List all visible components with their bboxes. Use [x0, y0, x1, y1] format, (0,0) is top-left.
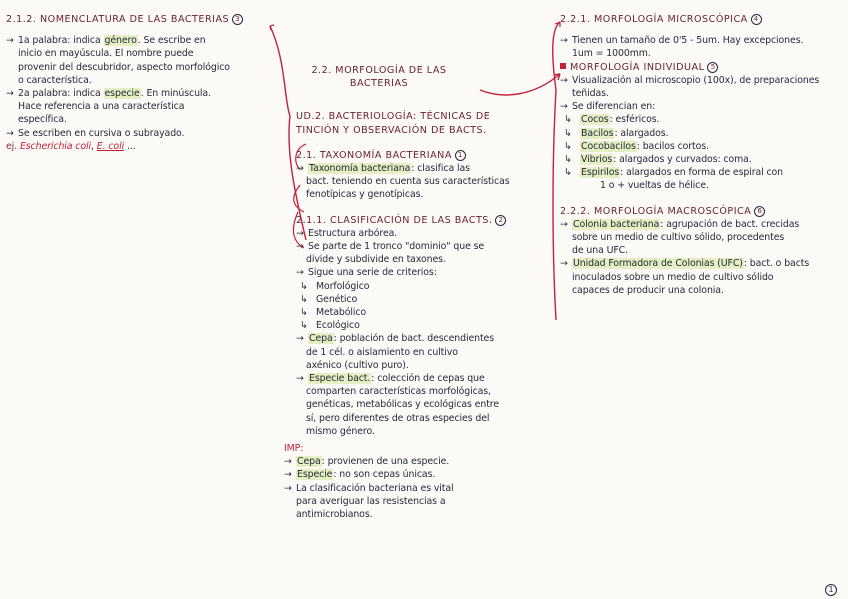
imp-item: → La clasificación bacteriana es vital [284, 482, 454, 494]
criterion-item: ↳ Morfológico [284, 280, 548, 293]
arrow-icon: → [284, 469, 292, 481]
imp-item: → Cepa: provienen de una especie. [284, 456, 450, 468]
arrow-icon: → [6, 127, 14, 139]
sub-arrow-icon: ↳ [564, 114, 572, 126]
criterion-item: ↳ Metabólico [284, 306, 548, 319]
sub-arrow-icon: ↳ [564, 154, 572, 166]
sub-arrow-icon: ↳ [564, 167, 572, 179]
section-number-badge: 4 [751, 14, 762, 25]
taxonomy-text: → Taxonomía bacteriana: clasifica las [296, 163, 470, 175]
left-column: 2.1.2. NOMENCLATURA DE LAS BACTERIAS 3 → 1a palabra: indica género. Se escribe en inicio en mayúscula. El nombre puede provenir del descubridor, aspecto morfológico o característica. → 2a palabra: indica especie. En minúscula. Hace referencia a una característica específica. → Se escriben en cursiva o subrayado. ej. Escherichia coli, E. coli ... [6, 13, 278, 153]
arrow-icon: → [296, 267, 304, 279]
sub-arrow-icon: ↳ [300, 307, 308, 319]
sub-arrow-icon: ↳ [300, 320, 308, 332]
cepa-definition: → Cepa: población de bact. descendientes [296, 333, 495, 345]
arrow-icon: → [296, 373, 304, 385]
nomenclature-p1: → 1a palabra: indica género. Se escribe en [6, 35, 206, 47]
arrow-icon: → [560, 218, 568, 230]
individual-title: MORFOLOGÍA INDIVIDUAL 5 [560, 61, 844, 74]
arrow-icon: → [560, 101, 568, 113]
imp-label: IMP: [284, 443, 304, 455]
unit-title: UD.2. BACTERIOLOGÍA: TÉCNICAS DE [296, 111, 491, 123]
example-line: ej. Escherichia coli, E. coli ... [6, 140, 136, 152]
right-brace [553, 22, 560, 320]
sub-arrow-icon: ↳ [300, 293, 308, 305]
right-column: 2.2.1. MORFOLOGÍA MICROSCÓPICA 4 → Tienen un tamaño de 0'5 - 5um. Hay excepciones. 1um = 1000mm. MORFOLOGÍA INDIVIDUAL 5 → Visualización al microscopio (100x), de preparaciones teñidas. → Se diferencian en: ↳ Cocos: esféricos. ↳ Bacilos: alargados. ↳ Cocobacilos: bacilos cortos. ↳ Vibrios: alargados y curvados: coma. ↳ Espirilos: alargados en forma de espiral con 1 o + vueltas de hélice. 2.2.2. MORFOLOGÍA MACROSCÓPICA 6 → Colonia bacteriana: agrupación de bact. crecidas sobre un medio de cultivo sólido, procedentes de una UFC. → Unidad Formadora de Colonias (UFC): bact. o bacts inoculados sobre un medio de cultivo sólido capaces de producir una colonia. [560, 13, 844, 297]
nomenclature-p2: → 2a palabra: indica especie. En minúscula. [6, 88, 211, 100]
colony-definition: → Colonia bacteriana: agrupación de bact. crecidas [560, 218, 800, 230]
ufc-definition: → Unidad Formadora de Colonias (UFC): bact. o bacts [560, 258, 810, 270]
taxonomy-title: 2.1. TAXONOMÍA BACTERIANA 1 [284, 149, 548, 162]
shape-item: ↳ Cocobacilos: bacilos cortos. [560, 140, 844, 153]
classification-title: 2.1.1. CLASIFICACIÓN DE LAS BACTS. 2 [284, 214, 548, 227]
shape-item: ↳ Cocos: esféricos. [560, 113, 844, 126]
arrow-icon: → [560, 74, 568, 86]
middle-column: 2.2. MORFOLOGÍA DE LAS BACTERIAS UD.2. BACTERIOLOGÍA: TÉCNICAS DE TINCIÓN Y OBSERVACIÓN DE BACTS. 2.1. TAXONOMÍA BACTERIANA 1 → Taxonomía bacteriana: clasifica las bact. teniendo en cuenta sus características fenotípicas y genotípicas. 2.1.1. CLASIFICACIÓN DE LAS BACTS. 2 → Estructura arbórea. → Se parte de 1 tronco "dominio" que se divide y subdivide en taxones. → Sigue una serie de criterios: ↳ Morfológico ↳ Genético ↳ Metabólico ↳ Ecológico → Cepa: población de bact. descendientes de 1 cél. o aislamiento en cultivo axénico (cultivo puro). → Especie bact.: colección de cepas que comparten características morfológicas, genéticas, metabólicas y ecológicas entre sí, pero diferentes de otras especies del mismo género. IMP: → Cepa: provienen de una especie. → Especie: no son cepas únicas. → La clasificación bacteriana es vital para averiguar las resistencias a antimicrobianos. [284, 64, 548, 521]
example-species: Escherichia coli [19, 140, 92, 152]
arrow-icon: → [6, 35, 14, 47]
section-number-badge: 3 [232, 14, 243, 25]
section-number-badge: 5 [707, 62, 718, 73]
criterion-item: ↳ Ecológico [284, 319, 548, 332]
section-number-badge: 2 [495, 215, 506, 226]
arrow-icon: → [296, 333, 304, 345]
criterion-item: ↳ Genético [284, 293, 548, 306]
microscopic-title: 2.2.1. MORFOLOGÍA MICROSCÓPICA 4 [560, 13, 844, 26]
shape-item: ↳ Espirilos: alargados en forma de espiral con [560, 166, 844, 179]
main-title: 2.2. MORFOLOGÍA DE LAS [311, 65, 447, 76]
arrow-icon: → [6, 88, 14, 100]
arrow-icon: → [296, 227, 304, 239]
sub-arrow-icon: ↳ [300, 280, 308, 292]
arrow-icon: → [296, 163, 304, 175]
shape-item: ↳ Vibrios: alargados y curvados: coma. [560, 153, 844, 166]
example-abbr: E. coli [96, 140, 125, 152]
sub-arrow-icon: ↳ [564, 127, 572, 139]
unit-title-2: TINCIÓN Y OBSERVACIÓN DE BACTS. [296, 124, 487, 136]
section-number-badge: 1 [455, 150, 466, 161]
arrow-icon: → [284, 482, 292, 494]
arrow-icon: → [560, 258, 568, 270]
section-number-badge: 6 [754, 206, 765, 217]
highlight-especie: especie [104, 88, 140, 100]
nomenclature-title: 2.1.2. NOMENCLATURA DE LAS BACTERIAS 3 [6, 13, 278, 26]
species-definition: → Especie bact.: colección de cepas que [296, 373, 485, 385]
imp-item: → Especie: no son cepas únicas. [284, 469, 436, 481]
arrow-icon: → [560, 35, 568, 47]
macroscopic-title: 2.2.2. MORFOLOGÍA MACROSCÓPICA 6 [560, 205, 844, 218]
arrow-icon: → [296, 241, 304, 253]
sub-arrow-icon: ↳ [564, 140, 572, 152]
highlight-genero: género [104, 35, 137, 47]
bullet-square-icon [560, 63, 566, 69]
main-title-2: BACTERIAS [349, 78, 409, 90]
page-number: 1 [825, 584, 837, 596]
nomenclature-p3: → Se escriben en cursiva o subrayado. [6, 127, 185, 139]
arrow-icon: → [284, 456, 292, 468]
shape-item: ↳ Bacilos: alargados. [560, 127, 844, 140]
